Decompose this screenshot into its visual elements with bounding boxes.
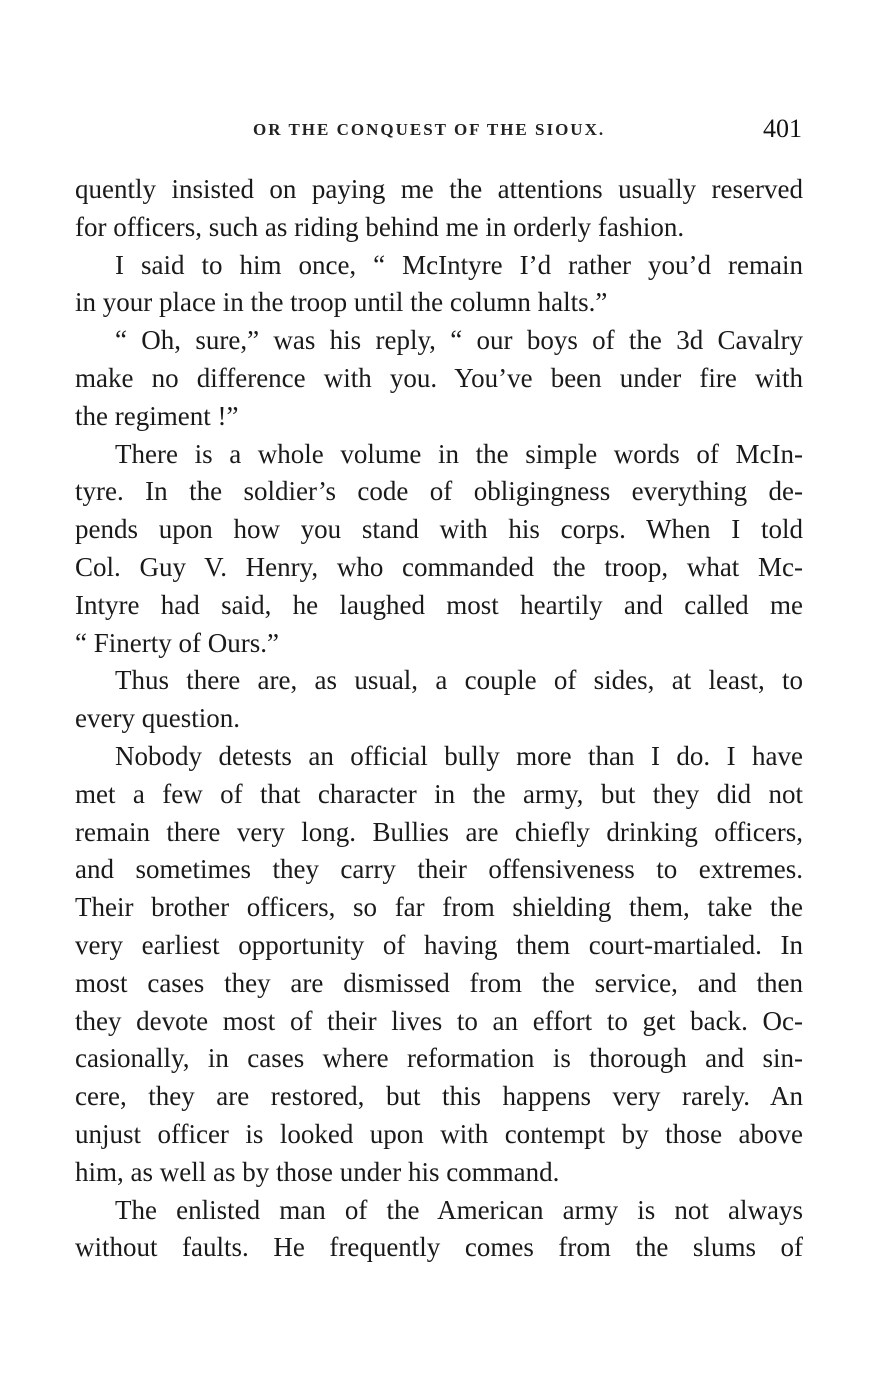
text-line: Thus there are, as usual, a couple of sides, at least, to [115, 665, 803, 696]
text-line: Col. Guy V. Henry, who commanded the troop, what Mc- [75, 551, 803, 582]
text-line: quently insisted on paying me the attentions usually reserved [75, 174, 803, 204]
text-line: in your place in the troop until the column halts.” [75, 287, 608, 318]
text-line: for officers, such as riding behind me in orderly fashion. [75, 211, 685, 242]
text-line: “ Oh, sure,” was his reply, “ our boys of the 3d Cavalry [115, 325, 803, 356]
text-line: “ Finerty of Ours.” [75, 627, 279, 658]
text-line: There is a whole volume in the simple words of McIn- [115, 438, 803, 469]
text-line: very earliest opportunity of having them court-martialed. In [75, 929, 803, 960]
text-line: they devote most of their lives to an effort to get back. Oc- [75, 1005, 803, 1036]
text-line: cere, they are restored, but this happens very rarely. An [75, 1081, 803, 1112]
body-text [75, 171, 803, 1267]
text-line: and sometimes they carry their offensiveness to extremes. [75, 854, 803, 885]
text-line: casionally, in cases where reformation is thorough and sin- [75, 1043, 803, 1074]
text-line: every question. [75, 703, 240, 734]
text-line: without faults. He frequently comes from the slums of [75, 1232, 803, 1263]
text-line: remain there very long. Bullies are chiefly drinking officers, [75, 816, 803, 847]
text-line: Their brother officers, so far from shielding them, take the [75, 892, 803, 923]
text-line: most cases they are dismissed from the service, and then [75, 967, 803, 998]
text-line: him, as well as by those under his command. [75, 1156, 560, 1187]
running-head: OR THE CONQUEST OF THE SIOUX. [253, 120, 606, 139]
text-line: The enlisted man of the American army is not always [115, 1194, 803, 1225]
page-header [75, 114, 802, 150]
text-line: Nobody detests an official bully more than I do. I have [115, 740, 803, 771]
text-line: make no difference with you. You’ve been under fire with [75, 362, 803, 393]
text-line: Intyre had said, he laughed most heartily and called me [75, 589, 803, 620]
page-number: 401 [763, 114, 802, 143]
text-line: met a few of that character in the army, but they did not [75, 778, 803, 809]
text-line: unjust officer is looked upon with contempt by those above [75, 1118, 803, 1149]
text-line: tyre. In the soldier’s code of obligingness everything de- [75, 476, 803, 507]
text-line: I said to him once, “ McIntyre I’d rather you’d remain [115, 249, 803, 280]
text-line: pends upon how you stand with his corps. When I told [75, 514, 803, 545]
text-line: the regiment !” [75, 400, 239, 431]
